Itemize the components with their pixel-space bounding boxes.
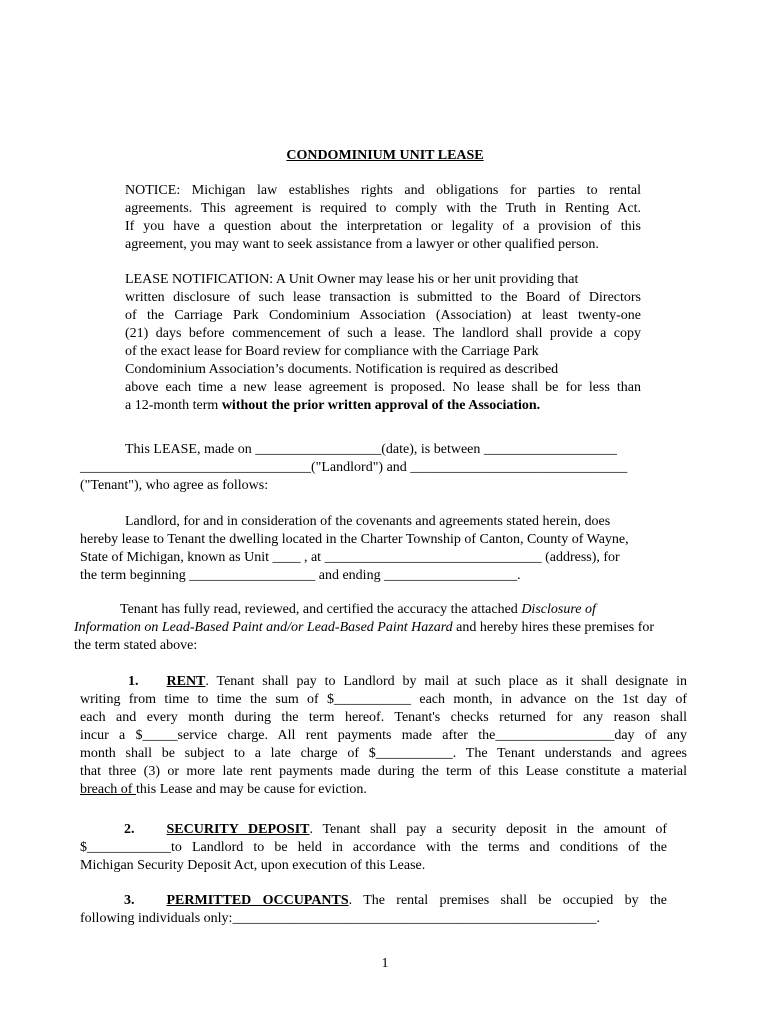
rent-text: . Tenant shall pay to Landlord by mail at such place as it shall designate in (205, 674, 687, 689)
rent-section (80, 673, 687, 799)
premises-line: Landlord, for and in consideration of the covenants and agreements stated herein, does (125, 514, 611, 529)
notice-paragraph (125, 182, 641, 254)
page-number: 1 (381, 956, 389, 971)
rent-line: each and every month during the term hereof. Tenant's checks returned for any reason shall (80, 710, 687, 725)
rent-text: this Lease and may be cause for eviction. (135, 782, 367, 797)
section-number: 2. (124, 822, 135, 837)
parties-line: ("Tenant"), who agree as follows: (80, 478, 269, 493)
premises-line: the term beginning __________________ and ending ___________________. (80, 568, 521, 583)
lease-notification-line: Condominium Association’s documents. Notification is required as described (125, 362, 559, 377)
notice-line: If you have a question about the interpretation or legality of a provision of this (125, 219, 641, 234)
rent-line: incur a $_____service charge. All rent payments made after the_________________day of any (80, 728, 687, 743)
occupants-heading: PERMITTED OCCUPANTS (166, 893, 349, 908)
deposit-line: $____________to Landlord to be held in accordance with the terms and conditions of the (80, 840, 667, 855)
rent-heading-line (80, 673, 687, 691)
disclosure-text: Tenant has fully read, reviewed, and certified the accuracy the attached (120, 602, 522, 617)
parties-line: _________________________________("Landlord") and _______________________________ (80, 460, 628, 475)
lease-notification-line: (21) days before commencement of such a lease. The landlord shall provide a copy (125, 326, 641, 341)
rent-line: writing from time to time the sum of $___________ each month, in advance on the 1st day of (80, 692, 687, 707)
rent-breach-text: breach of (80, 782, 136, 797)
deposit-heading: SECURITY DEPOSIT (166, 822, 310, 837)
deposit-text: . Tenant shall pay a security deposit in the amount of (309, 822, 668, 837)
document-title: CONDOMINIUM UNIT LEASE (286, 148, 484, 163)
disclosure-paragraph (74, 601, 704, 655)
premises-line: hereby lease to Tenant the dwelling located in the Charter Township of Canton, County of Wayne, (80, 532, 629, 547)
disclosure-line (74, 619, 704, 637)
lease-notification-line: of the Carriage Park Condominium Association (Association) at least twenty-one (125, 308, 641, 323)
lease-notification-line: written disclosure of such lease transaction is submitted to the Board of Directors (125, 290, 641, 305)
parties-paragraph (80, 441, 680, 495)
lease-notification-paragraph (125, 271, 641, 415)
lease-term-bold-text: without the prior written approval of the Association. (221, 398, 541, 413)
deposit-heading-line (80, 821, 667, 839)
lease-notification-line: of the exact lease for Board review for compliance with the Carriage Park (125, 344, 539, 359)
premises-line: State of Michigan, known as Unit ____ , at _______________________________ (address), for (80, 550, 620, 565)
lease-term-text: a 12-month term (125, 398, 222, 413)
rent-heading: RENT (166, 674, 206, 689)
disclosure-title-text: Disclosure of (521, 602, 596, 617)
disclosure-line: the term stated above: (74, 638, 198, 653)
disclosure-text: and hereby hires these premises for (452, 620, 655, 635)
notice-line: agreements. This agreement is required to comply with the Truth in Renting Act. (125, 201, 641, 216)
rent-line: that three (3) or more late rent payments made during the term of this Lease constitute a material (80, 764, 687, 779)
permitted-occupants-section (80, 892, 667, 928)
premises-paragraph (80, 513, 680, 585)
occupants-text: . The rental premises shall be occupied by the (348, 893, 667, 908)
rent-line (80, 781, 687, 799)
rent-line: month shall be subject to a late charge of $___________. The Tenant understands and agrees (80, 746, 687, 761)
parties-line: This LEASE, made on __________________(date), is between ___________________ (125, 442, 617, 457)
disclosure-title-text: Information on Lead-Based Paint and/or Lead-Based Paint Hazard (74, 620, 453, 635)
notice-line: NOTICE: Michigan law establishes rights and obligations for parties to rental (125, 183, 641, 198)
lease-notification-line: above each time a new lease agreement is proposed. No lease shall be for less than (125, 380, 641, 395)
security-deposit-section (80, 821, 667, 875)
disclosure-line (74, 601, 704, 619)
lease-notification-line (125, 397, 641, 415)
occupants-line: following individuals only:____________________________________________________. (80, 911, 600, 926)
notice-line: agreement, you may want to seek assistance from a lawyer or other qualified person. (125, 237, 599, 252)
occupants-heading-line (80, 892, 667, 910)
deposit-line: Michigan Security Deposit Act, upon execution of this Lease. (80, 858, 426, 873)
section-number: 3. (124, 893, 135, 908)
section-number: 1. (128, 674, 139, 689)
lease-notification-line: LEASE NOTIFICATION: A Unit Owner may lease his or her unit providing that (125, 272, 579, 287)
